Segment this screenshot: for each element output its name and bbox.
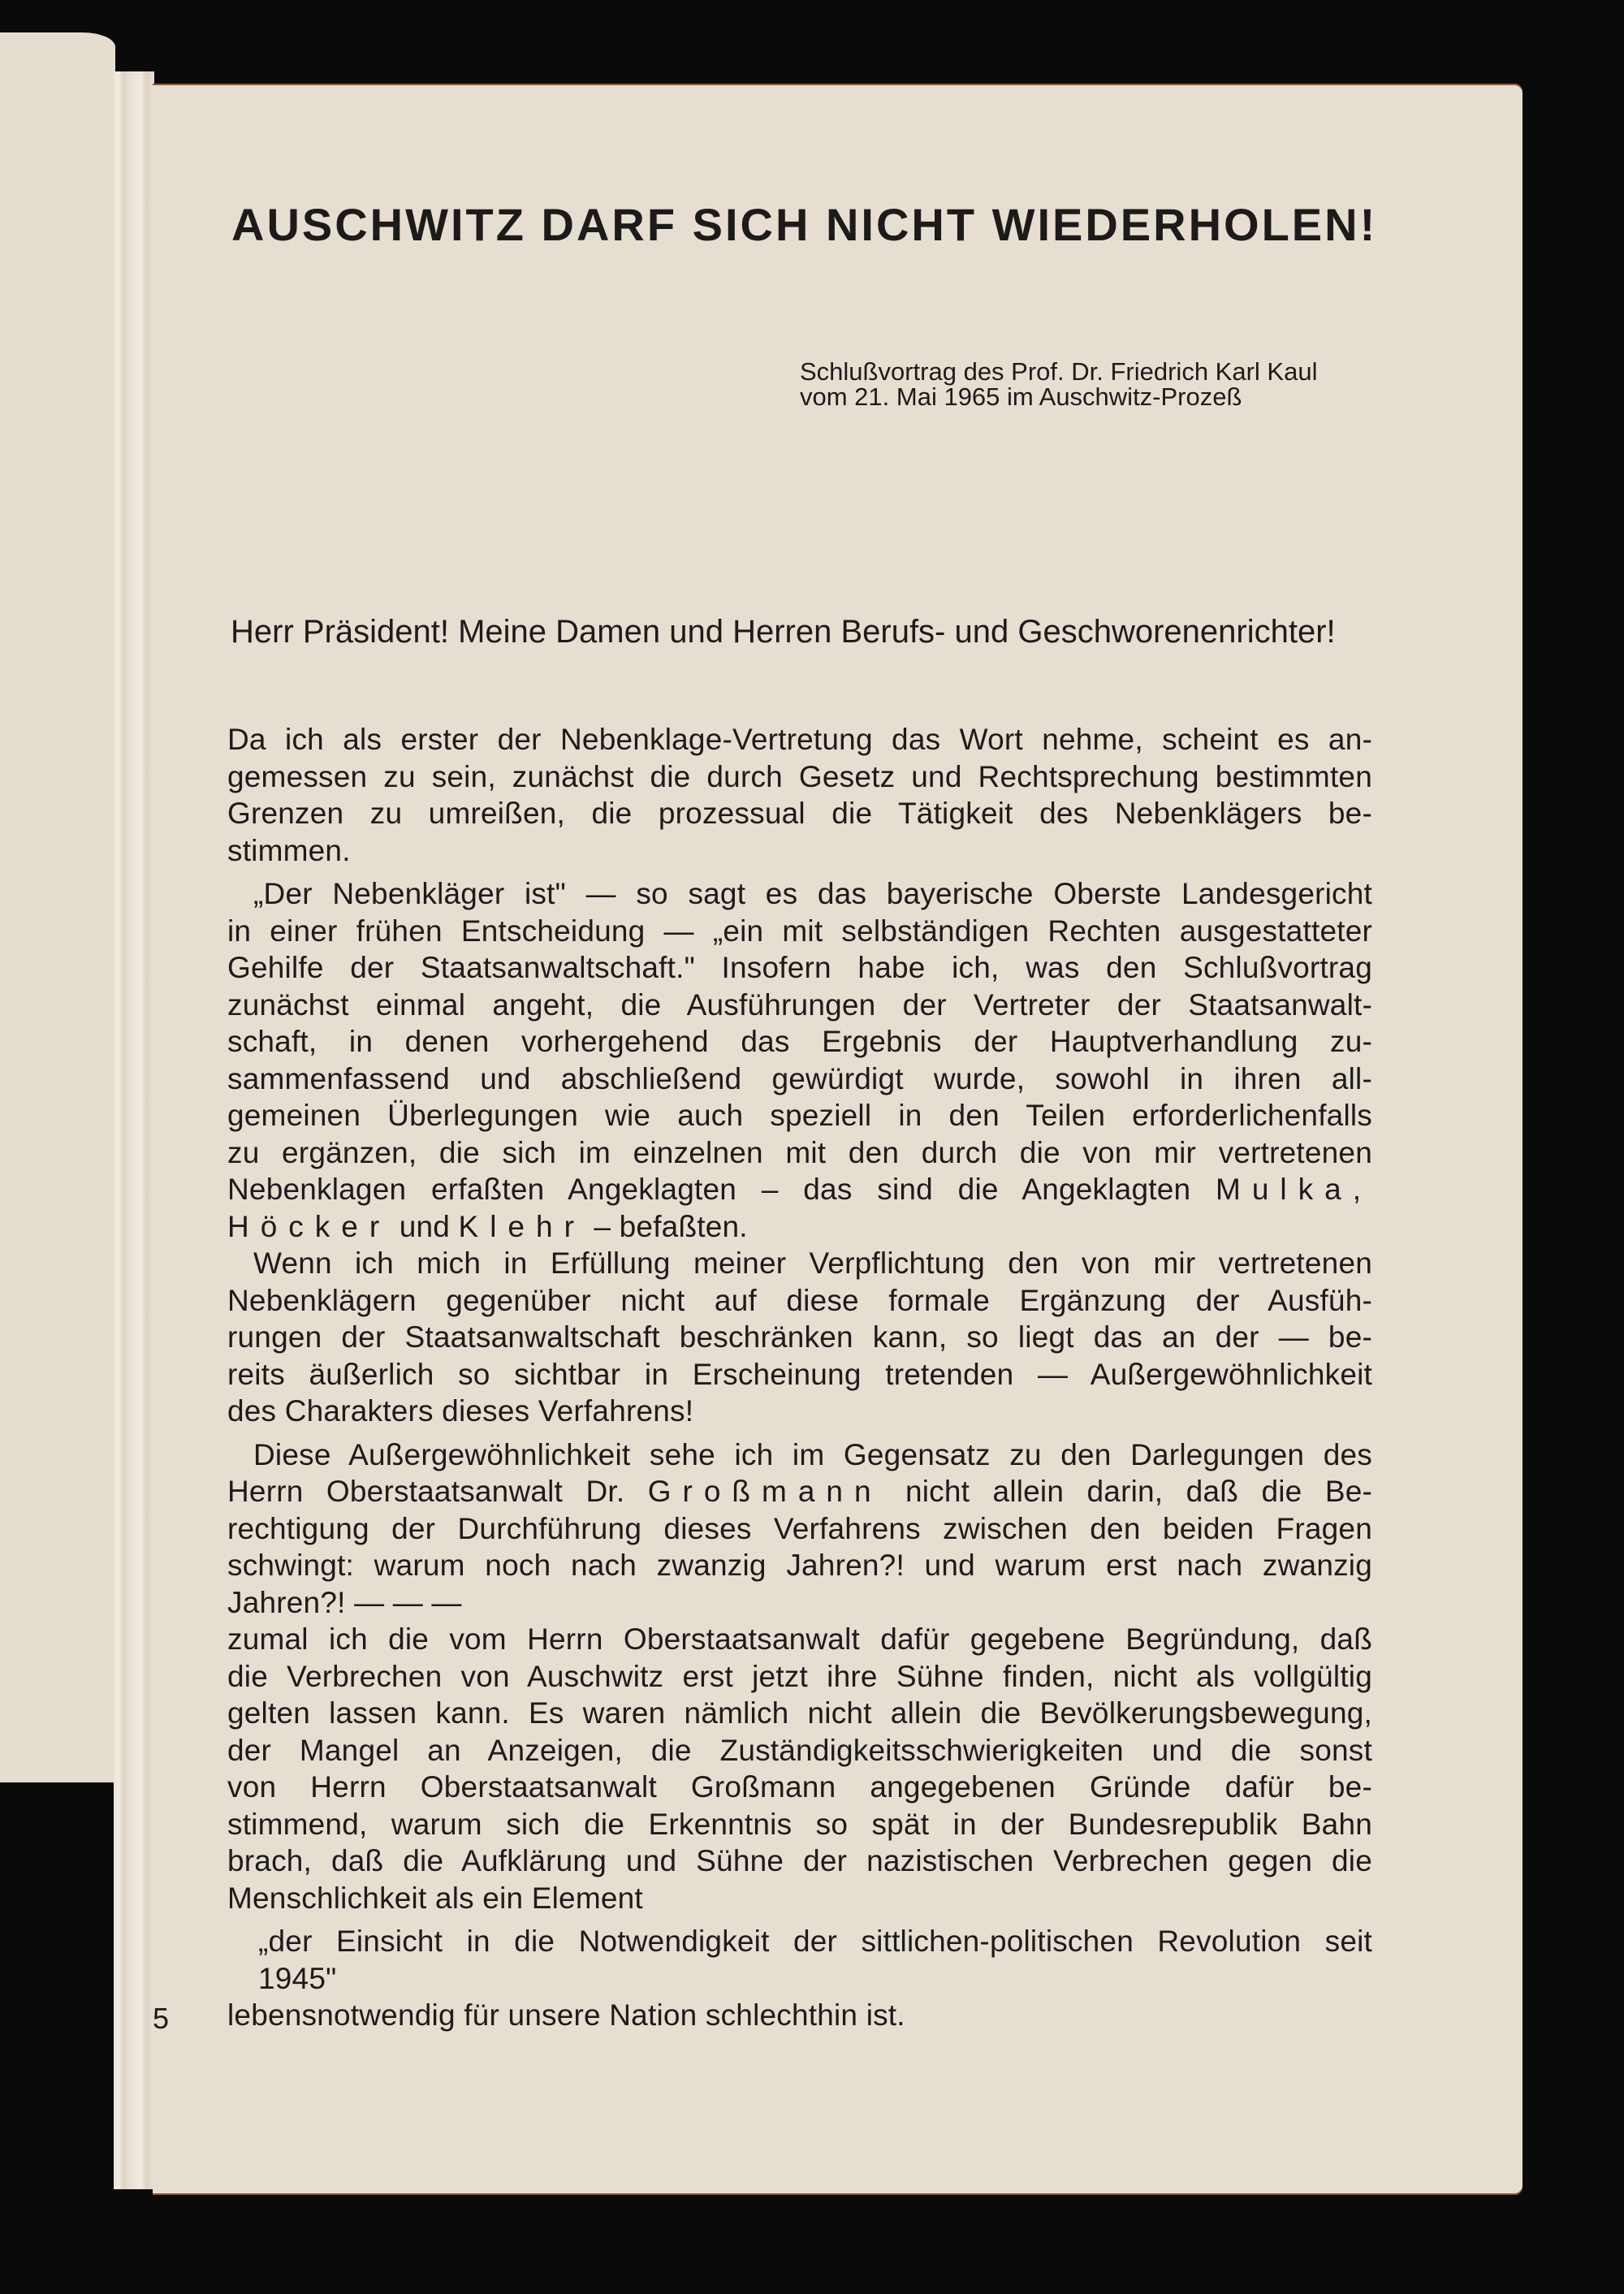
body-line: gelten lassen kann. Es waren nämlich nicht allein die Bevölkerungsbewegung, <box>227 1696 1372 1730</box>
body-line: Jahren?! — — — <box>227 1585 462 1619</box>
body-line: zunächst einmal angeht, die Ausführungen der Vertreter der Staatsanwalt- <box>227 987 1372 1022</box>
body-line: stimmen. <box>227 833 351 867</box>
quoted-line: 1945" <box>258 1961 337 1995</box>
prosecutor-name: Großmann <box>647 1475 883 1508</box>
body-line: Grenzen zu umreißen, die prozessual die Tätigkeit des Nebenklägers be- <box>227 797 1372 830</box>
defendant-name: Klehr <box>458 1209 585 1243</box>
body-line: „Der Nebenkläger ist" — so sagt es das bayerische Oberste Landesgericht <box>253 877 1372 910</box>
body-line-part: Nebenklagen erfaßten Angeklagten – das sind die Angeklagten <box>227 1173 1191 1206</box>
body-line: rungen der Staatsanwaltschaft beschränken kann, so liegt das an der — be- <box>227 1320 1372 1354</box>
body-line: brach, daß die Aufklärung und Sühne der nazistischen Verbrechen gegen die <box>227 1844 1372 1877</box>
body-line-part: – befaßten. <box>594 1209 748 1243</box>
body-line: zumal ich die vom Herrn Oberstaatsanwalt dafür gegebene Begründung, daß <box>227 1622 1372 1656</box>
body-line: in einer frühen Entscheidung — „ein mit selbständigen Rechten ausgestatteter <box>227 914 1372 948</box>
body-line-part: und <box>399 1209 451 1243</box>
body-line: stimmend, warum sich die Erkenntnis so spät in der Bundesrepublik Bahn <box>227 1807 1372 1841</box>
body-line: Menschlichkeit als ein Element <box>227 1881 643 1915</box>
body-line: der Mangel an Anzeigen, die Zuständigkeitsschwierigkeiten und die sonst <box>227 1733 1372 1767</box>
salutation: Herr Präsident! Meine Damen und Herren Berufs- und Geschworenenrichter! <box>231 614 1336 650</box>
body-line-part: nicht allein darin, daß die Be- <box>905 1475 1372 1508</box>
body-line-with-names <box>227 1473 1372 1510</box>
body-line: Wenn ich mich in Erfüllung meiner Verpflichtung den von mir vertretenen <box>253 1246 1372 1280</box>
body-line: schaft, in denen vorhergehend das Ergebnis der Hauptverhandlung zu- <box>227 1025 1372 1058</box>
page-title: AUSCHWITZ DARF SICH NICHT WIEDERHOLEN! <box>231 199 1378 250</box>
body-line: Diese Außergewöhnlichkeit sehe ich im Gegensatz zu den Darlegungen des <box>253 1437 1372 1471</box>
body-line: lebensnotwendig für unsere Nation schlechthin ist. <box>227 1998 905 2032</box>
left-page-bottom-curve <box>0 2184 122 2225</box>
left-facing-page <box>0 32 115 1782</box>
body-line: gemeinen Überlegungen wie auch speziell in den Teilen erforderlichenfalls <box>227 1099 1372 1132</box>
body-line-part: Herrn Oberstaatsanwalt Dr. <box>227 1475 625 1508</box>
body-line: des Charakters dieses Verfahrens! <box>227 1394 694 1428</box>
body-text <box>227 721 1372 2034</box>
quoted-line: „der Einsicht in die Notwendigkeit der sittlichen-politischen Revolution seit <box>258 1925 1372 1958</box>
subtitle-line: Schlußvortrag des Prof. Dr. Friedrich Karl Kaul <box>800 357 1318 386</box>
body-line: Da ich als erster der Nebenklage-Vertretung das Wort nehme, scheint es an- <box>227 723 1372 756</box>
defendant-name: Mulka, <box>1216 1173 1372 1206</box>
body-line: Nebenklägern gegenüber nicht auf diese formale Ergänzung der Ausfüh- <box>227 1283 1372 1317</box>
body-line: schwingt: warum noch nach zwanzig Jahren?! und warum erst nach zwanzig <box>227 1549 1372 1582</box>
left-facing-page-lower <box>0 1705 115 1778</box>
subtitle <box>800 359 1317 409</box>
body-line: rechtigung der Durchführung dieses Verfahrens zwischen den beiden Fragen <box>227 1511 1372 1545</box>
body-line: sammenfassend und abschließend gewürdigt wurde, sowohl in ihren all- <box>227 1061 1372 1095</box>
body-line: Gehilfe der Staatsanwaltschaft." Insofern habe ich, was den Schlußvortrag <box>227 951 1372 984</box>
body-line: die Verbrechen von Auschwitz erst jetzt ihre Sühne finden, nicht als vollgültig <box>227 1659 1372 1693</box>
book-spine-gutter <box>114 71 154 2189</box>
defendant-name: Höcker <box>227 1209 391 1243</box>
body-line-with-names <box>227 1171 1372 1208</box>
body-line: gemessen zu sein, zunächst die durch Gesetz und Rechtsprechung bestimmten <box>227 759 1372 793</box>
body-line-with-names <box>227 1208 1372 1246</box>
margin-line-number: 5 <box>153 2002 170 2035</box>
body-line: zu ergänzen, die sich im einzelnen mit den durch die von mir vertretenen <box>227 1135 1372 1169</box>
body-line: reits äußerlich so sichtbar in Erscheinung tretenden — Außergewöhnlichkeit <box>227 1357 1372 1391</box>
subtitle-line: vom 21. Mai 1965 im Auschwitz-Prozeß <box>800 382 1242 411</box>
body-line: von Herrn Oberstaatsanwalt Großmann angegebenen Gründe dafür be- <box>227 1770 1372 1804</box>
